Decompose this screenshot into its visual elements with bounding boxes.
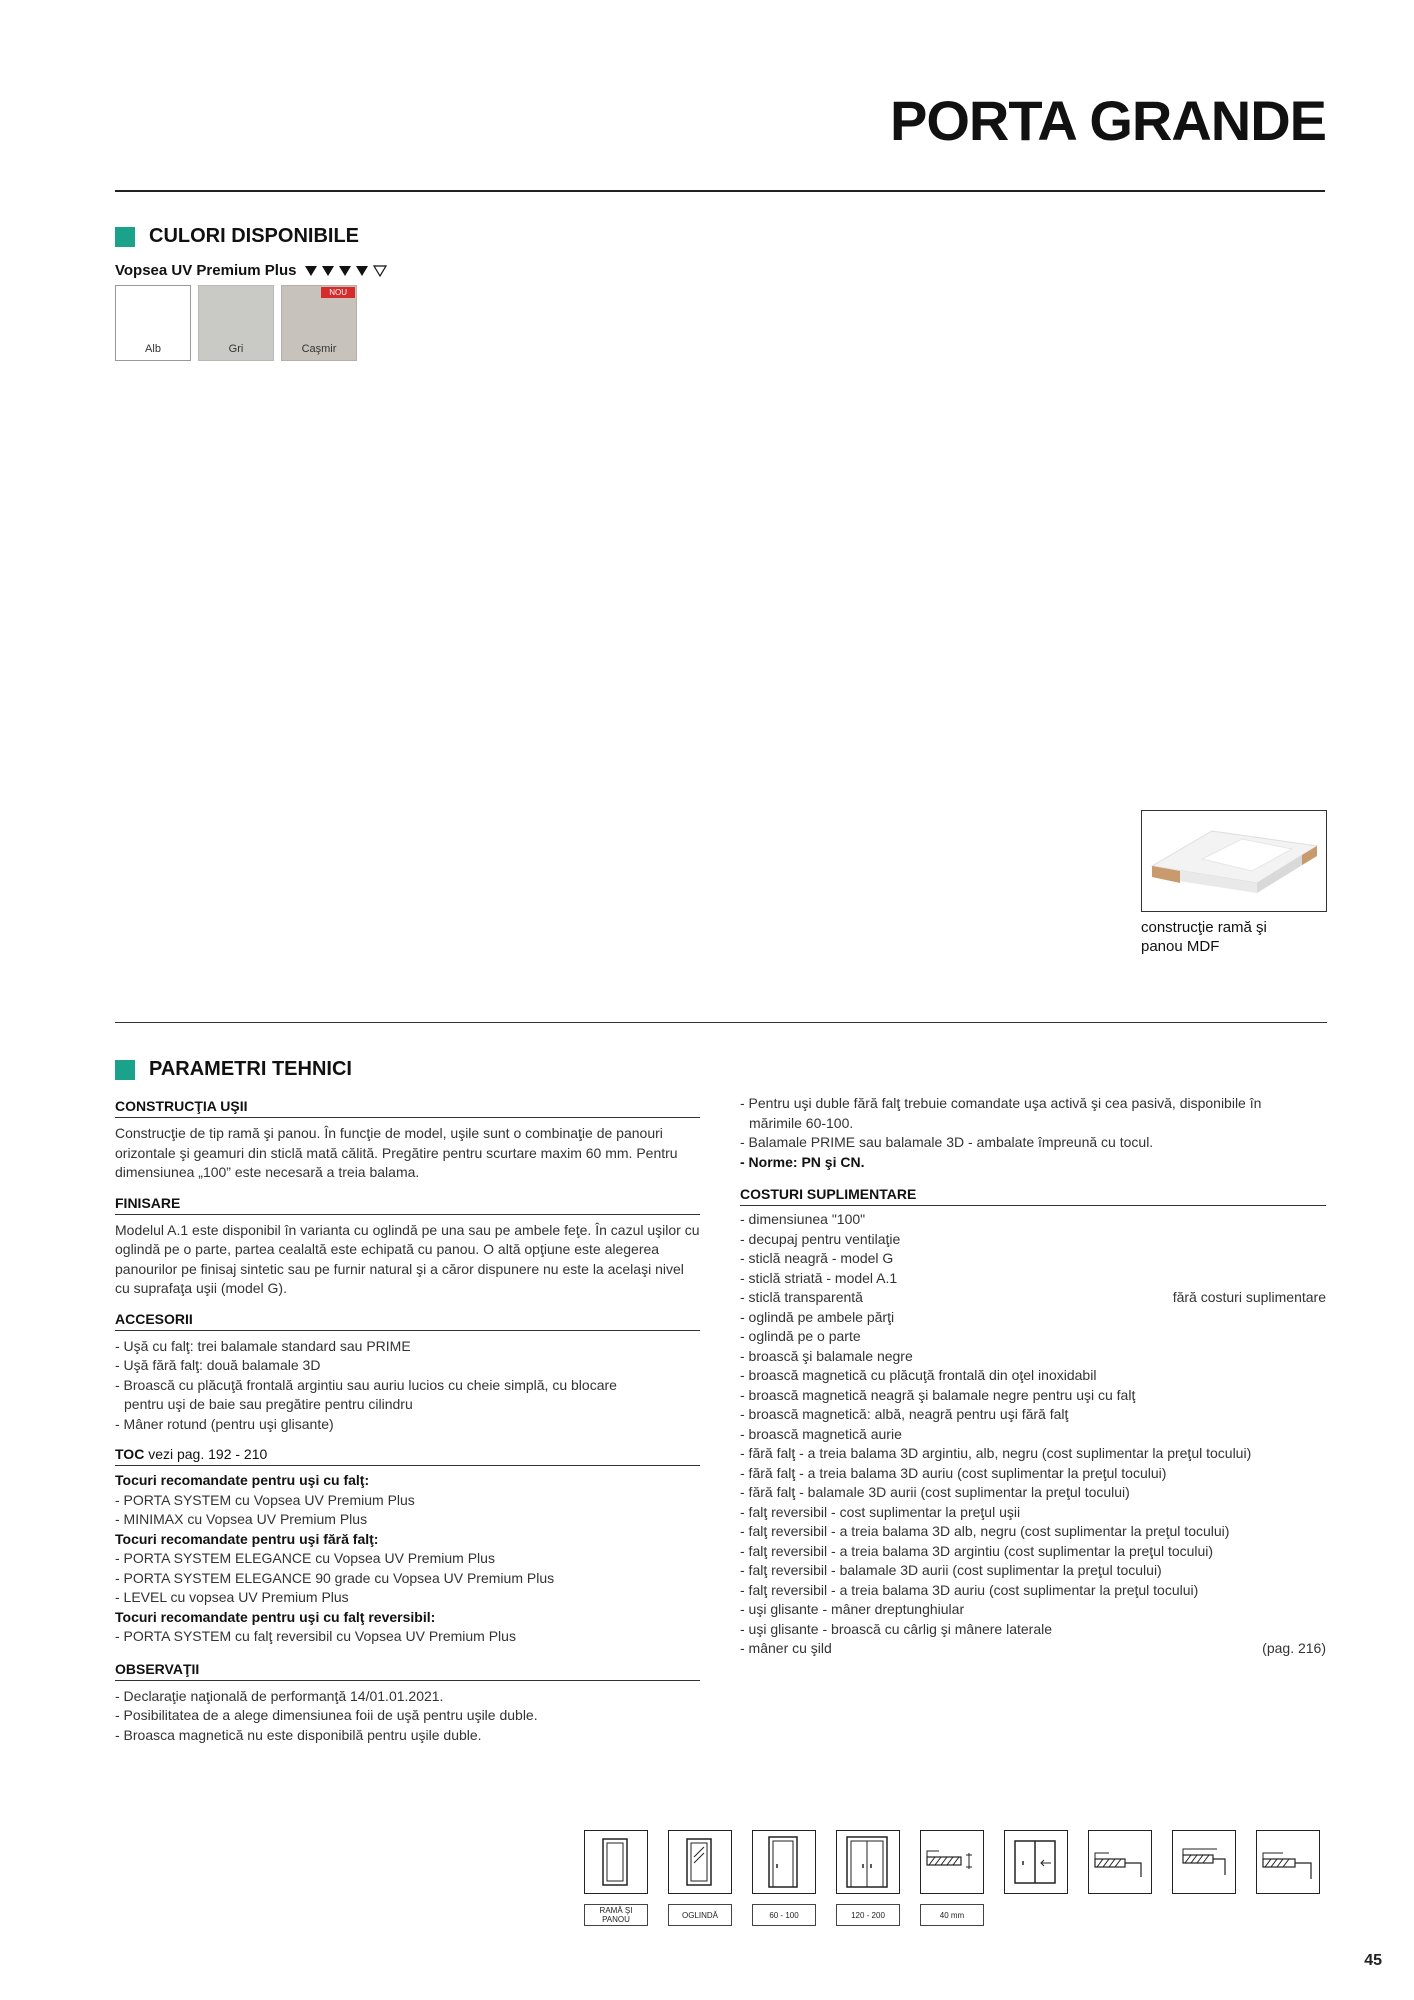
finish-title: FINISARE <box>115 1195 700 1215</box>
caption-line: RAMĂ ŞI <box>599 1906 633 1915</box>
list-item <box>740 1288 1326 1308</box>
toc-subheading: Tocuri recomandate pentru uşi fără falţ: <box>115 1530 379 1547</box>
toc-ref: vezi pag. 192 - 210 <box>148 1446 268 1462</box>
list-item <box>740 1639 1326 1659</box>
list-item: - oglindă pe o parte <box>740 1328 861 1344</box>
icon-caption: 60 - 100 <box>752 1904 816 1926</box>
quality-rating-icon <box>304 264 390 278</box>
icon-caption <box>584 1904 648 1926</box>
list-item: - falţ reversibil - a treia balama 3D alb, negru (cost suplimentar la preţul tocului) <box>740 1523 1230 1539</box>
caption-line: PANOU <box>602 1915 630 1924</box>
swatch-grey[interactable] <box>198 285 274 361</box>
list-item: - Broasca magnetică nu este disponibilă pentru uşile duble. <box>115 1726 482 1743</box>
finish-text: Modelul A.1 este disponibil în varianta cu oglindă pe una sau pe ambele feţe. În cazul uşilor cu oglindă pe o parte, partea cealaltă este echipată cu panou. O altă opţiune este alegerea panourilor pe finisaj sintetic sau pe furnir natural şi a căror dispunere nu este la acelaşi nivel cu suprafaţa uşii (model G). <box>115 1221 700 1296</box>
list-item: - LEVEL cu vopsea UV Premium Plus <box>115 1589 349 1605</box>
list-item: - falţ reversibil - a treia balama 3D argintiu (cost suplimentar la preţul tocului) <box>740 1542 1214 1559</box>
accessories-title: ACCESORII <box>115 1311 700 1331</box>
list-item: - Balamale PRIME sau balamale 3D - ambalate împreună cu tocul. <box>740 1134 1154 1150</box>
colors-heading-text: CULORI DISPONIBILE <box>149 225 360 247</box>
colors-heading <box>115 225 359 248</box>
icon-caption: 40 mm <box>920 1904 984 1926</box>
section-marker-icon <box>115 227 135 247</box>
list-item: - PORTA SYSTEM cu falţ reversibil cu Vopsea UV Premium Plus <box>115 1628 516 1644</box>
icon-caption: 120 - 200 <box>836 1904 900 1926</box>
construction-caption <box>1141 918 1267 956</box>
list-item: pentru uşi de baie sau pregătire pentru cilindru <box>124 1396 413 1412</box>
list-item: - PORTA SYSTEM cu Vopsea UV Premium Plus <box>115 1491 415 1508</box>
extra-costs-title: COSTURI SUPLIMENTARE <box>740 1186 1326 1206</box>
norms: - Norme: PN şi CN. <box>740 1153 865 1170</box>
list-item: - Mâner rotund (pentru uşi glisante) <box>115 1415 334 1432</box>
list-item: - fără falţ - balamale 3D aurii (cost suplimentar la preţul tocului) <box>740 1484 1130 1500</box>
construction-title: CONSTRUCŢIA UŞII <box>115 1098 700 1118</box>
list-item: - Posibilitatea de a alege dimensiunea foii de uşă pentru uşile duble. <box>115 1707 538 1723</box>
toc-title: TOC <box>115 1446 145 1462</box>
new-badge: NOU <box>321 287 355 298</box>
mid-divider <box>115 1022 1327 1023</box>
frame-panel-icon <box>584 1830 648 1894</box>
toc-subheading: Tocuri recomandate pentru uşi cu falţ: <box>115 1472 370 1488</box>
list-item: - sticlă neagră - model G <box>740 1250 894 1266</box>
accessories-list <box>115 1337 700 1435</box>
list-item-text: - sticlă transparentă <box>740 1289 863 1305</box>
observations-list <box>115 1687 700 1746</box>
construction-text: Construcţie de tip ramă şi panou. În funcţie de model, uşile sunt o combinaţie de panouri orizontale şi geamuri din sticlă mată călită. Pregătire pentru scurtare maxim 60 mm. Pentru dimensiunea „100” este necesară a treia balama. <box>115 1125 678 1180</box>
sliding-door-icon <box>1004 1830 1068 1894</box>
paint-label: Vopsea UV Premium Plus <box>115 262 297 279</box>
swatch-label: Alb <box>145 343 161 355</box>
list-item: - Uşă cu falţ: trei balamale standard sau PRIME <box>115 1337 411 1354</box>
page-title: PORTA GRANDE <box>890 89 1326 152</box>
tech-heading-text: PARAMETRI TEHNICI <box>149 1058 352 1080</box>
toc-title-row <box>115 1446 700 1466</box>
list-item: - Pentru uşi duble fără falţ trebuie comandate uşa activă şi cea pasivă, disponibile în <box>740 1095 1262 1111</box>
list-item: - Broască cu plăcuţă frontală argintiu sau auriu lucios cu cheie simplă, cu blocare <box>115 1376 617 1393</box>
list-item: - broască magnetică neagră şi balamale negre pentru uşi cu falţ <box>740 1386 1136 1403</box>
list-item: - Declaraţie naţională de performanţă 14/01.01.2021. <box>115 1687 444 1704</box>
construction-detail-image <box>1141 810 1327 912</box>
no-rebate-icon <box>1172 1830 1236 1894</box>
rebate-icon <box>1088 1830 1152 1894</box>
caption-line: construcţie ramă şi <box>1141 919 1267 936</box>
left-column <box>115 1098 700 1745</box>
top-divider <box>115 190 1325 192</box>
list-item: - broască magnetică cu plăcuţă frontală din oţel inoxidabil <box>740 1367 1097 1383</box>
thickness-icon <box>920 1830 984 1894</box>
list-item: - PORTA SYSTEM ELEGANCE 90 grade cu Vopsea UV Premium Plus <box>115 1569 555 1586</box>
tech-heading <box>115 1058 352 1081</box>
page-ref: (pag. 216) <box>1262 1640 1326 1656</box>
list-item: - dimensiunea "100" <box>740 1211 866 1227</box>
page-number: 45 <box>1364 1952 1382 1969</box>
list-item: - Uşă fără falţ: două balamale 3D <box>115 1357 321 1373</box>
list-item: - fără falţ - a treia balama 3D auriu (cost suplimentar la preţul tocului) <box>740 1464 1167 1481</box>
swatch-label: Gri <box>228 343 244 355</box>
reversible-rebate-icon <box>1256 1830 1320 1894</box>
no-cost-note: fără costuri suplimentare <box>1172 1289 1326 1305</box>
list-item: - broască magnetică: albă, neagră pentru uşi fără falţ <box>740 1406 1069 1422</box>
paint-type <box>115 262 390 279</box>
right-column <box>740 1094 1326 1659</box>
section-marker-icon <box>115 1060 135 1080</box>
list-item: - fără falţ - a treia balama 3D argintiu, alb, negru (cost suplimentar la preţul tocului) <box>740 1445 1252 1461</box>
single-door-size-icon <box>752 1830 816 1894</box>
list-item: - falţ reversibil - balamale 3D aurii (cost suplimentar la preţul tocului) <box>740 1562 1162 1578</box>
list-item: - broască magnetică aurie <box>740 1425 902 1442</box>
extra-costs-list <box>740 1210 1326 1659</box>
swatch-white[interactable] <box>115 285 191 361</box>
icon-caption: OGLINDĂ <box>668 1904 732 1926</box>
list-item: - falţ reversibil - a treia balama 3D auriu (cost suplimentar la preţul tocului) <box>740 1581 1199 1598</box>
toc-subheading: Tocuri recomandate pentru uşi cu falţ reversibil: <box>115 1608 436 1625</box>
mirror-icon <box>668 1830 732 1894</box>
double-door-size-icon <box>836 1830 900 1894</box>
observations-title: OBSERVAŢII <box>115 1661 700 1681</box>
list-item: - PORTA SYSTEM ELEGANCE cu Vopsea UV Premium Plus <box>115 1550 495 1566</box>
list-item-text: - mâner cu şild <box>740 1640 832 1656</box>
list-item: - decupaj pentru ventilaţie <box>740 1230 901 1247</box>
list-item: - oglindă pe ambele părţi <box>740 1308 895 1325</box>
list-item: - uşi glisante - mâner dreptunghiular <box>740 1601 965 1617</box>
list-item: - falţ reversibil - cost suplimentar la preţul uşii <box>740 1503 1021 1520</box>
list-item: - broască şi balamale negre <box>740 1347 913 1364</box>
swatch-cashmere[interactable] <box>281 285 357 361</box>
toc-list <box>115 1471 700 1647</box>
swatch-label: Caşmir <box>301 343 337 355</box>
list-item: mărimile 60-100. <box>749 1114 854 1131</box>
caption-line: panou MDF <box>1141 938 1220 955</box>
list-item: - sticlă striată - model A.1 <box>740 1269 898 1286</box>
list-item: - MINIMAX cu Vopsea UV Premium Plus <box>115 1511 368 1527</box>
list-item: - uşi glisante - broască cu cârlig şi mânere laterale <box>740 1620 1053 1637</box>
